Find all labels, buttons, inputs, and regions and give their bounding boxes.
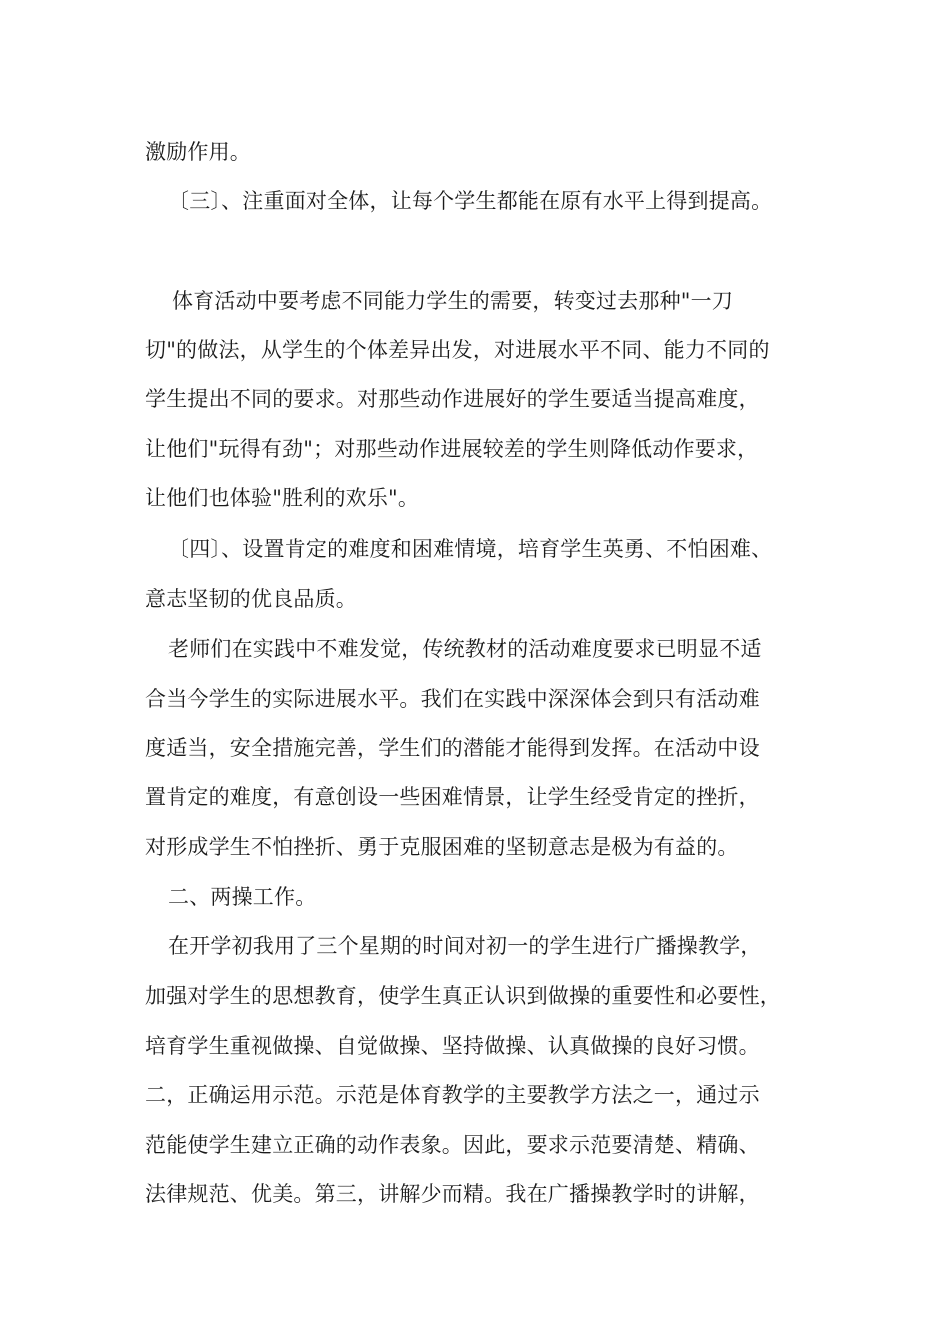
section-heading-3: 〔三〕、注重面对全体，让每个学生都能在原有水平上得到提高。 — [168, 189, 773, 213]
text-line-6: 让他们"玩得有劲"；对那些动作进展较差的学生则降低动作要求， — [145, 437, 759, 461]
text-line-5: 学生提出不同的要求。对那些动作进展好的学生要适当提高难度， — [145, 387, 760, 411]
text-line-9: 意志坚韧的优良品质。 — [145, 587, 357, 611]
section-heading-4: 〔四〕、设置肯定的难度和困难情境，培育学生英勇、不怕困难、 — [168, 537, 773, 561]
text-line-21: 法律规范、优美。第三，讲解少而精。我在广播操教学时的讲解， — [145, 1182, 760, 1206]
text-line-20: 范能使学生建立正确的动作表象。因此，要求示范要清楚、精确、 — [145, 1133, 760, 1157]
section-heading-two: 二、两操工作。 — [168, 885, 317, 909]
text-line-13: 置肯定的难度，有意创设一些困难情景，让学生经受肯定的挫折， — [145, 785, 760, 809]
text-line-10: 老师们在实践中不难发觉，传统教材的活动难度要求已明显不适 — [168, 637, 762, 661]
text-line-14: 对形成学生不怕挫折、勇于克服困难的坚韧意志是极为有益的。 — [145, 835, 739, 859]
text-line-18: 培育学生重视做操、自觉做操、坚持做操、认真做操的良好习惯。 — [145, 1034, 760, 1058]
text-line-4: 切"的做法，从学生的个体差异出发，对进展水平不同、能力不同的 — [145, 338, 770, 362]
text-line-17: 加强对学生的思想教育，使学生真正认识到做操的重要性和必要性， — [145, 984, 781, 1008]
text-line-16: 在开学初我用了三个星期的时间对初一的学生进行广播操教学， — [168, 934, 762, 958]
text-line-1: 激励作用。 — [145, 140, 251, 164]
text-line-11: 合当今学生的实际进展水平。我们在实践中深深体会到只有活动难 — [145, 687, 760, 711]
text-line-19: 二，正确运用示范。示范是体育教学的主要教学方法之一，通过示 — [145, 1083, 760, 1107]
text-line-12: 度适当，安全措施完善，学生们的潜能才能得到发挥。在活动中设 — [145, 736, 760, 760]
text-line-7: 让他们也体验"胜利的欢乐"。 — [145, 486, 420, 510]
text-line-3: 体育活动中要考虑不同能力学生的需要，转变过去那种"一刀 — [172, 289, 734, 313]
